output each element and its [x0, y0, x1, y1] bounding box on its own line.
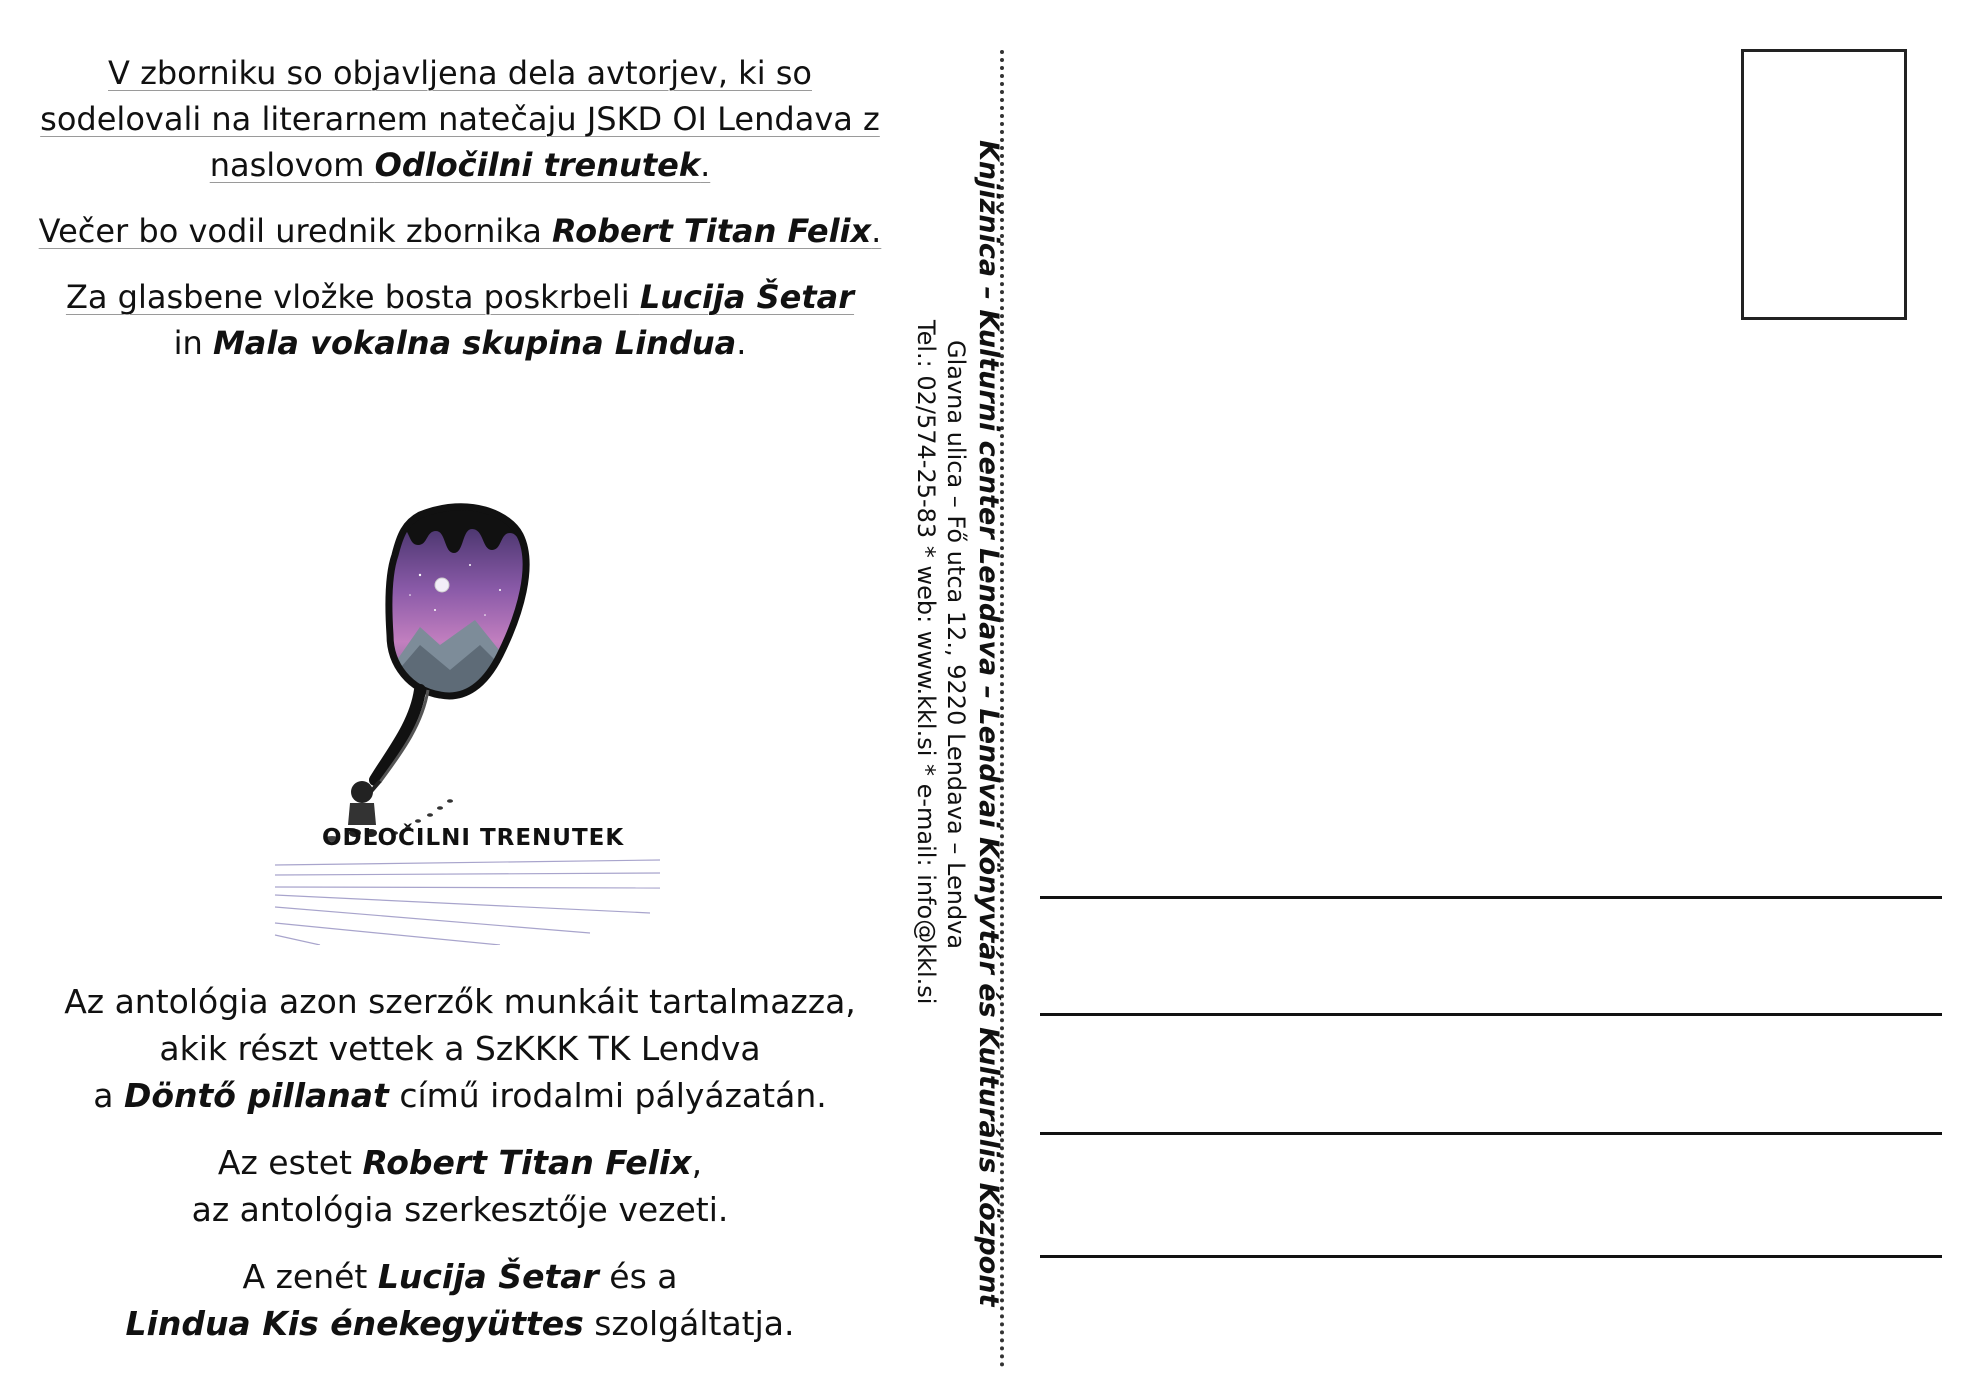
cover-illustration — [270, 495, 670, 945]
sender-name: Knjižnica – Kulturni center Lendava – Lendvai Könyvtár és Kulturális Központ — [973, 140, 1004, 1307]
slovenian-paragraph-3: Za glasbene vložke bosta poskrbeli Lucija Šetar in Mala vokalna skupina Lindua. — [65, 278, 855, 362]
hungarian-paragraph-1: Az antológia azon szerzők munkáit tartalmazza, akik részt vettek a SzKKK TK Lendva a Döntő pillanat című irodalmi pályázatán. — [64, 982, 856, 1115]
hungarian-paragraph-2: Az estet Robert Titan Felix, az antológia szerkesztője vezeti. — [191, 1143, 729, 1229]
cover-title: ODLOČILNI TRENUTEK — [322, 825, 625, 851]
address-line-1 — [1040, 896, 1942, 899]
slovenian-paragraph-2: Večer bo vodil urednik zbornika Robert Titan Felix. — [38, 212, 882, 250]
slovenian-paragraph-1: V zborniku so objavljena dela avtorjev, ki so sodelovali na literarnem natečaju JSKD OI Lendava z naslovom Odločilni trenutek. — [40, 54, 880, 184]
address-line-3 — [1040, 1132, 1942, 1135]
slovenian-text-block — [30, 50, 890, 386]
address-line-2 — [1040, 1013, 1942, 1016]
hungarian-text-block — [30, 978, 890, 1367]
stamp-box — [1741, 49, 1907, 320]
hungarian-paragraph-3: A zenét Lucija Šetar és a Lindua Kis énekegyüttes szolgáltatja. — [125, 1257, 795, 1343]
sender-contact: Tel.: 02/574-25-83 * web: www.kkl.si * e-mail: info@kkl.si — [912, 320, 940, 1005]
sender-address: Glavna ulica – Fő utca 12., 9220 Lendava – Lendva — [942, 340, 970, 950]
address-line-4 — [1040, 1255, 1942, 1258]
